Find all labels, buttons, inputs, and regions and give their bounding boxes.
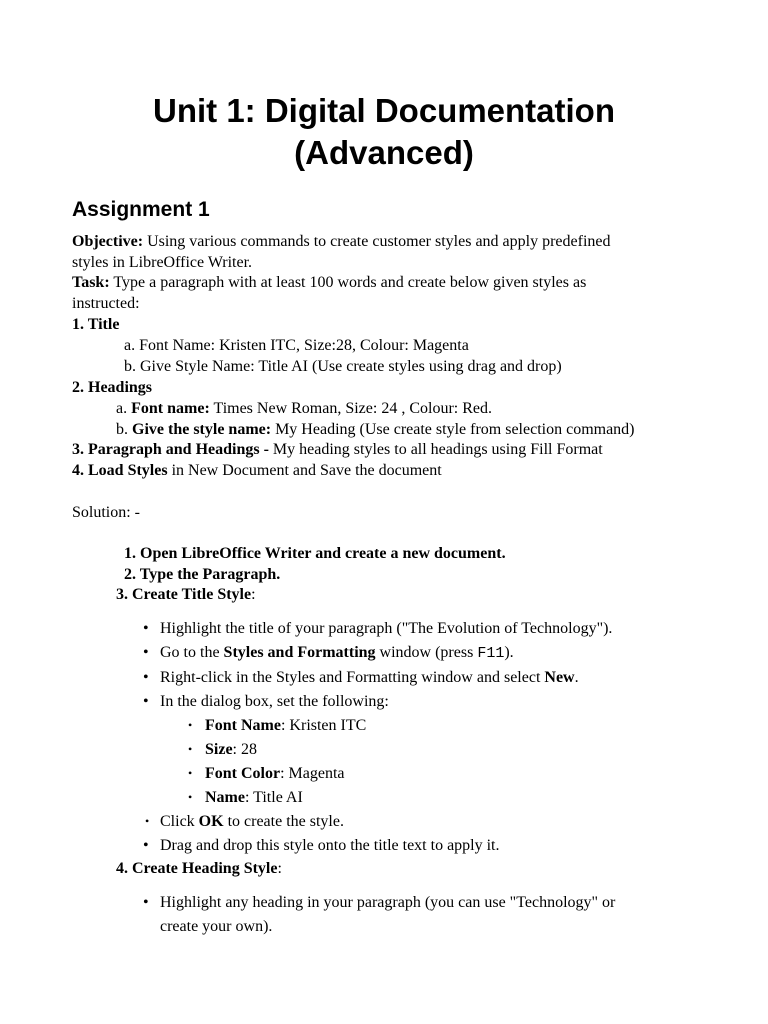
name-value: : Title AI — [244, 789, 303, 806]
text-fragment: ). — [504, 644, 514, 661]
name-label: Name — [205, 789, 245, 806]
item-2a — [116, 398, 492, 419]
item-2a-prefix: a. — [116, 400, 132, 417]
item-3-bold: 3. Paragraph and Headings - — [72, 441, 269, 458]
sub-bullet-icon: • — [188, 790, 193, 804]
list-item — [160, 667, 579, 688]
item-4-text: in New Document and Save the document — [167, 462, 442, 479]
new-label: New — [544, 669, 575, 686]
step-4 — [116, 858, 282, 879]
text-fragment: to create the style. — [223, 813, 344, 830]
bullet-icon: • — [143, 894, 149, 911]
size-label: Size — [205, 741, 233, 758]
sub-list-item — [205, 739, 257, 760]
text-fragment: . — [574, 669, 579, 686]
task-label: Task: — [72, 274, 110, 291]
key-f11: F11 — [477, 645, 505, 662]
task-text: Type a paragraph with at least 100 words and create below given styles as — [109, 274, 587, 291]
item-2b — [116, 419, 635, 440]
font-color-value: : Magenta — [280, 765, 345, 782]
text-fragment: window (press — [375, 644, 478, 661]
size-value: : 28 — [232, 741, 257, 758]
step-2: 2. Type the Paragraph. — [124, 566, 281, 583]
sub-bullet-icon: • — [188, 718, 193, 732]
list-item — [160, 811, 344, 832]
page-title: Unit 1: Digital Documentation — [153, 92, 615, 129]
item-3-text: My heading styles to all headings using Fill Format — [268, 441, 603, 458]
step-4-colon: : — [277, 860, 282, 877]
list-item: Drag and drop this style onto the title text to apply it. — [160, 837, 500, 854]
item-1-label: 1. Title — [72, 316, 120, 333]
item-2a-text: Times New Roman, Size: 24 , Colour: Red. — [209, 400, 492, 417]
item-4 — [72, 460, 442, 481]
item-2b-prefix: b. — [116, 421, 132, 438]
item-2-label: 2. Headings — [72, 379, 153, 396]
step-3 — [116, 584, 256, 605]
step-3-colon: : — [251, 586, 256, 603]
objective-line-2: styles in LibreOffice Writer. — [72, 254, 253, 271]
step-4-bold: 4. Create Heading Style — [116, 860, 278, 877]
item-1a: a. Font Name: Kristen ITC, Size:28, Colour: Magenta — [124, 337, 469, 354]
sub-list-item — [205, 763, 345, 784]
text-fragment: Right-click in the Styles and Formatting window and select — [160, 669, 545, 686]
task-line — [72, 272, 586, 293]
page-title-line2: (Advanced) — [294, 134, 474, 171]
item-2a-bold: Font name: — [131, 400, 210, 417]
ok-label: OK — [198, 813, 224, 830]
bullet-icon: • — [143, 837, 149, 854]
task-line-2: instructed: — [72, 295, 140, 312]
objective-line — [72, 231, 611, 252]
assignment-heading: Assignment 1 — [72, 198, 210, 221]
step-1: 1. Open LibreOffice Writer and create a new document. — [124, 545, 506, 562]
bullet-icon: • — [143, 620, 149, 637]
bullet-icon: • — [145, 814, 150, 828]
list-item-continued: create your own). — [160, 918, 273, 935]
sub-bullet-icon: • — [188, 766, 193, 780]
bullet-icon: • — [143, 693, 149, 710]
objective-text: Using various commands to create customer styles and apply predefined — [143, 233, 611, 250]
sub-list-item — [205, 787, 303, 808]
bullet-icon: • — [143, 644, 149, 661]
font-name-label: Font Name — [205, 717, 281, 734]
list-item — [160, 642, 514, 664]
font-color-label: Font Color — [205, 765, 281, 782]
sub-bullet-icon: • — [188, 742, 193, 756]
list-item: Highlight any heading in your paragraph (you can use "Technology" or — [160, 894, 616, 911]
list-item: In the dialog box, set the following: — [160, 693, 389, 710]
step-3-bold: 3. Create Title Style — [116, 586, 252, 603]
text-fragment: Go to the — [160, 644, 224, 661]
solution-label: Solution: - — [72, 504, 141, 521]
font-name-value: : Kristen ITC — [280, 717, 367, 734]
item-1b: b. Give Style Name: Title AI (Use create styles using drag and drop) — [124, 358, 562, 375]
item-4-bold: 4. Load Styles — [72, 462, 168, 479]
styles-formatting-label: Styles and Formatting — [223, 644, 376, 661]
text-fragment: Click — [160, 813, 199, 830]
list-item: Highlight the title of your paragraph ("The Evolution of Technology"). — [160, 620, 613, 637]
sub-list-item — [205, 715, 366, 736]
objective-label: Objective: — [72, 233, 144, 250]
item-2b-bold: Give the style name: — [132, 421, 272, 438]
bullet-icon: • — [143, 669, 149, 686]
item-2b-text: My Heading (Use create style from selection command) — [271, 421, 635, 438]
item-3 — [72, 439, 603, 460]
